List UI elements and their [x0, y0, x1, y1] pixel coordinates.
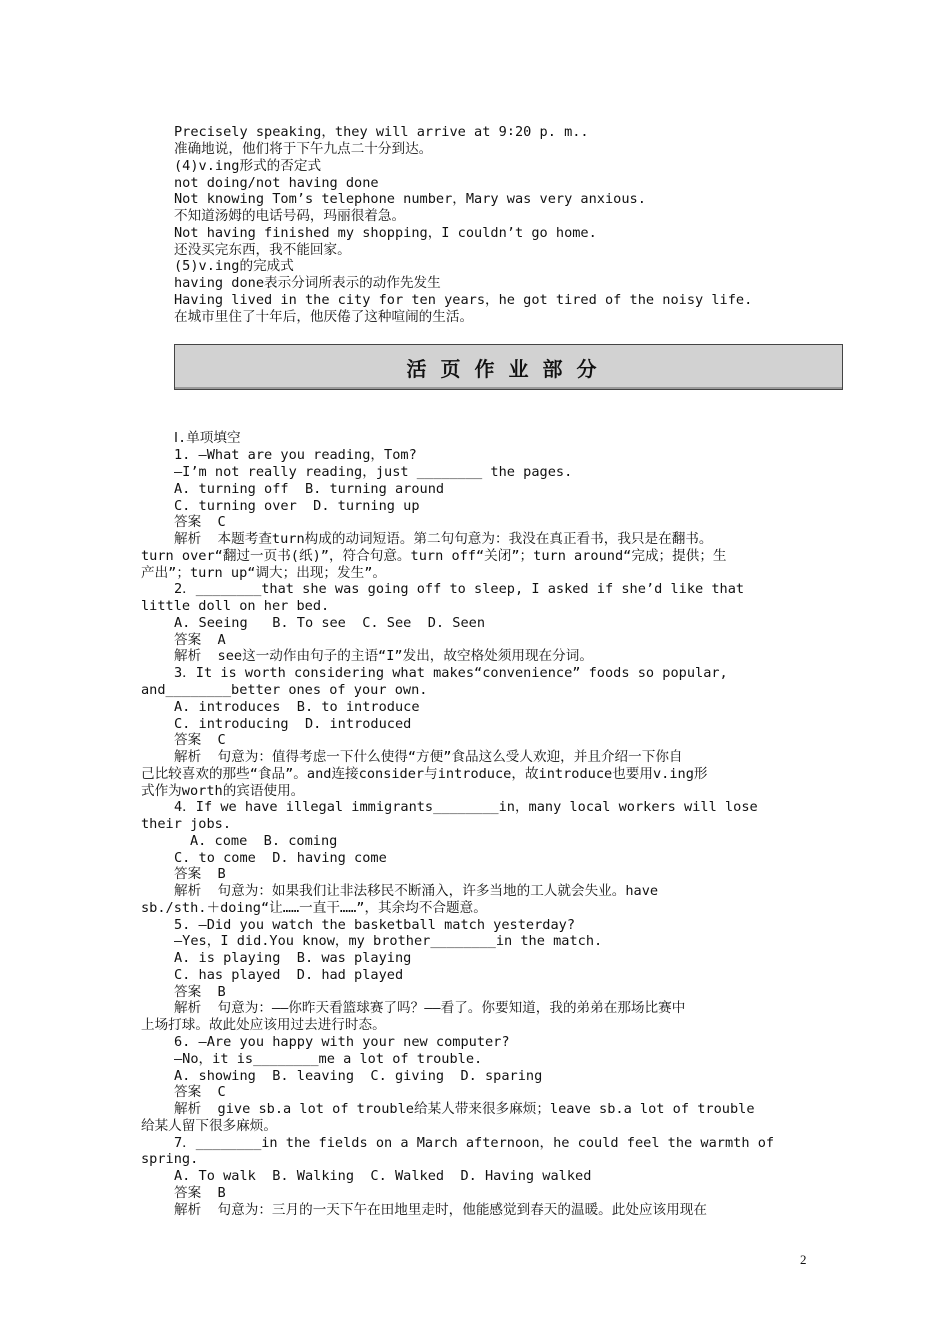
question-line: 2．________that she was going off to sleep, I asked if she’d like that: [174, 581, 745, 597]
option-line: A. is playing B. was playing: [174, 950, 412, 966]
section-banner-title: 活页作业部分: [406, 356, 611, 381]
option-line: A. To walk B. Walking C. Walked D. Having walked: [174, 1168, 592, 1184]
question-line: their jobs.: [141, 816, 232, 832]
question-line: 7．________in the fields on a March afternoon，he could feel the warmth of: [174, 1135, 775, 1151]
explanation-line: 产出”；turn up“调大；出现；发生”。: [141, 565, 386, 581]
text-line: 准确地说，他们将于下午九点二十分到达。: [174, 141, 433, 157]
text-line: not doing/not having done: [174, 175, 379, 191]
explanation-line: turn over“翻过一页书(纸)”，符合句意。turn off“关闭”；turn around“完成；提供；生: [141, 548, 727, 564]
text-line: 在城市里住了十年后，他厌倦了这种喧闹的生活。: [174, 309, 474, 325]
answer-line: 答案 B: [174, 866, 226, 882]
explanation-line: 解析 本题考查turn构成的动词短语。第二句句意为：我没在真正看书，我只是在翻书。: [174, 531, 713, 547]
option-line: A. introduces B. to introduce: [174, 699, 420, 715]
option-line: C. to come D. having come: [174, 850, 387, 866]
answer-line: 答案 B: [174, 1185, 226, 1201]
explanation-line: 给某人留下很多麻烦。: [141, 1118, 277, 1134]
question-line: 5. —Did you watch the basketball match yesterday?: [174, 917, 576, 933]
explanation-line: 式作为worth的宾语使用。: [141, 783, 305, 799]
answer-line: 答案 C: [174, 1084, 226, 1100]
option-line: A. Seeing B. To see C. See D. Seen: [174, 615, 485, 631]
answer-line: 答案 A: [174, 632, 226, 648]
text-line: (4)v.ing形式的否定式: [174, 158, 322, 174]
question-line: —I’m not really reading，just ________ the pages.: [174, 464, 573, 480]
question-line: 3．It is worth considering what makes“convenience” foods so popular,: [174, 665, 728, 681]
explanation-line: sb./sth.＋doing“让……一直干……”，其余均不合题意。: [141, 900, 487, 916]
explanation-line: 解析 句意为：如果我们让非法移民不断涌入，许多当地的工人就会失业。have: [174, 883, 659, 899]
option-line: C. introducing D. introduced: [174, 716, 412, 732]
text-line: Precisely speaking，they will arrive at 9∶20 p. m..: [174, 124, 589, 140]
explanation-line: 上场打球。故此处应该用过去进行时态。: [141, 1017, 386, 1033]
option-line: A. showing B. leaving C. giving D. sparing: [174, 1068, 543, 1084]
explanation-line: 解析 句意为：——你昨天看篮球赛了吗？——看了。你要知道，我的弟弟在那场比赛中: [174, 1000, 686, 1016]
page-number: 2: [800, 1252, 807, 1267]
answer-line: 答案 C: [174, 514, 226, 530]
option-line: C. turning over D. turning up: [174, 498, 420, 514]
text-line: Having lived in the city for ten years，he got tired of the noisy life.: [174, 292, 753, 308]
question-line: —No，it is________me a lot of trouble.: [174, 1051, 483, 1067]
option-line: A. come B. coming: [190, 833, 338, 849]
question-line: —Yes，I did.You know，my brother________in the match.: [174, 933, 603, 949]
explanation-line: 己比较喜欢的那些“食品”。and连接consider与introduce，故introduce也要用v.ing形: [141, 766, 708, 782]
explanation-line: 解析 see这一动作由句子的主语“I”发出，故空格处须用现在分词。: [174, 648, 593, 664]
explanation-line: 解析 句意为：三月的一天下午在田地里走时，他能感觉到春天的温暖。此处应该用现在: [174, 1202, 707, 1218]
question-line: spring.: [141, 1151, 199, 1167]
section-banner: [174, 344, 843, 390]
option-line: C. has played D. had played: [174, 967, 404, 983]
text-line: 不知道汤姆的电话号码，玛丽很着急。: [174, 208, 406, 224]
text-line: having done表示分词所表示的动作先发生: [174, 275, 441, 291]
answer-line: 答案 C: [174, 732, 226, 748]
text-line: 还没买完东西，我不能回家。: [174, 242, 351, 258]
answer-line: 答案 B: [174, 984, 226, 1000]
question-line: 6. —Are you happy with your new computer?: [174, 1034, 510, 1050]
question-line: 4．If we have illegal immigrants________in，many local workers will lose: [174, 799, 758, 815]
text-line: Not having finished my shopping，I couldn’t go home.: [174, 225, 597, 241]
explanation-line: 解析 give sb.a lot of trouble给某人带来很多麻烦；leave sb.a lot of trouble: [174, 1101, 755, 1117]
question-line: 1. —What are you reading，Tom?: [174, 447, 417, 463]
option-line: A. turning off B. turning around: [174, 481, 445, 497]
question-line: little doll on her bed.: [141, 598, 330, 614]
text-line: Not knowing Tom’s telephone number，Mary was very anxious.: [174, 191, 646, 207]
question-line: and________better ones of your own.: [141, 682, 428, 698]
text-line: (5)v.ing的完成式: [174, 258, 294, 274]
explanation-line: 解析 句意为：值得考虑一下什么使得“方便”食品这么受人欢迎，并且介绍一下你自: [174, 749, 683, 765]
section-heading: Ⅰ.单项填空: [174, 430, 241, 446]
